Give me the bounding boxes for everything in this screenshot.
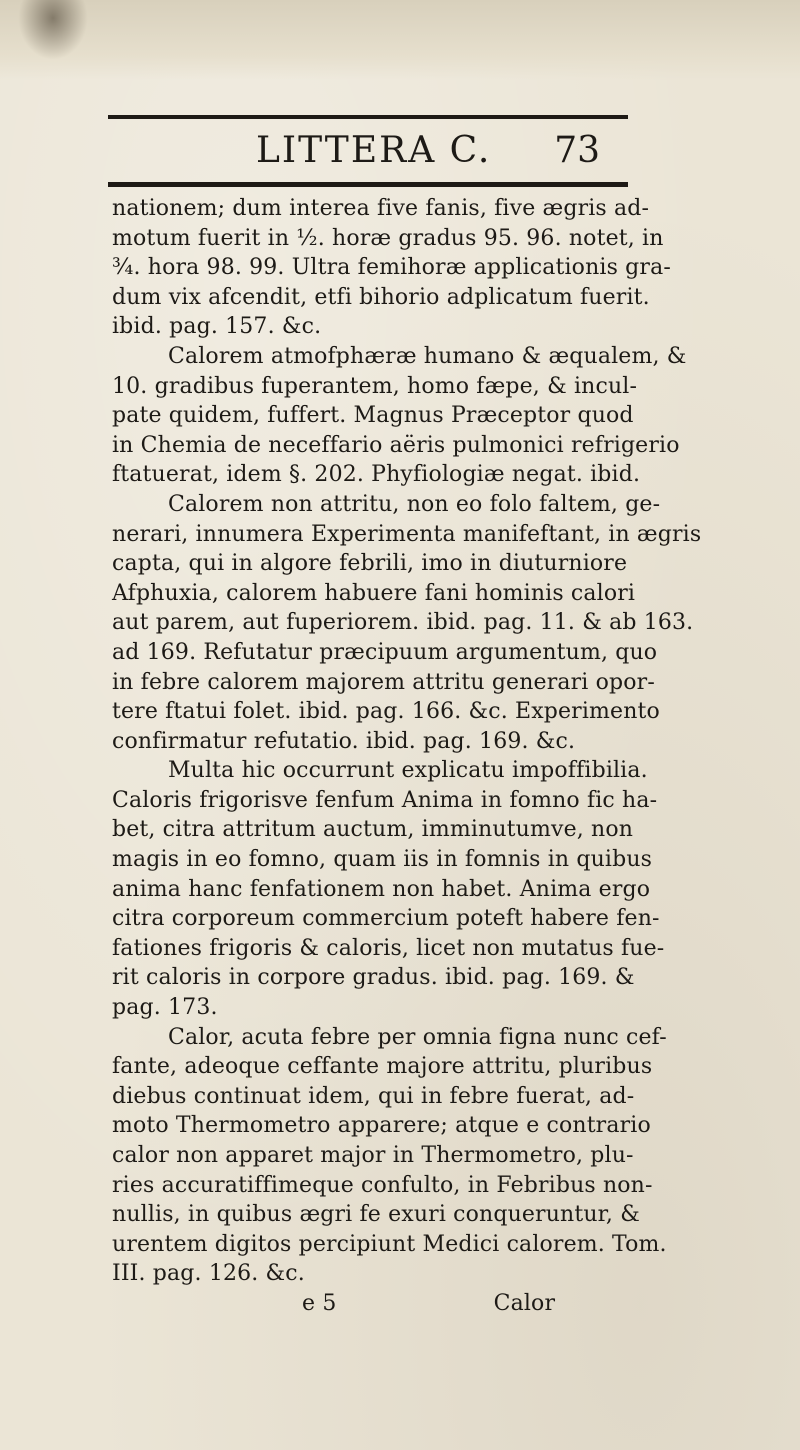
text-line: diebus continuat idem, qui in febre fuerat, ad- <box>112 1083 635 1109</box>
text-line: capta, qui in algore febrili, imo in diuturniore <box>112 551 628 577</box>
text-line: nationem; dum interea five fanis, five ægris ad- <box>112 196 650 221</box>
paragraph-start-line: Calorem non attritu, non eo folo faltem, ge- <box>168 491 661 517</box>
text-line: ¾. hora 98. 99. Ultra femihoræ applicationis gra- <box>112 255 671 281</box>
page-number: 73 <box>554 130 600 171</box>
text-line: Caloris frigorisve fenfum Anima in fomno fic ha- <box>112 787 658 813</box>
text-line: urentem digitos percipiunt Medici calorem. Tom. <box>112 1231 667 1257</box>
text-line: III. pag. 126. &c. <box>112 1261 305 1287</box>
text-line: motum fuerit in ½. horæ gradus 95. 96. notet, in <box>112 225 664 251</box>
header-rule-top <box>108 115 628 119</box>
text-line: 10. gradibus fuperantem, homo fæpe, & incul- <box>112 373 638 399</box>
text-line: tere ftatui folet. ibid. pag. 166. &c. Experimento <box>112 699 660 725</box>
text-line: magis in eo fomno, quam iis in fomnis in quibus <box>112 847 653 873</box>
text-line: moto Thermometro apparere; atque e contrario <box>112 1113 651 1139</box>
text-line: ibid. pag. 157. &c. <box>112 314 322 340</box>
text-line: dum vix afcendit, etfi bihorio adplicatum fuerit. <box>112 284 650 310</box>
text-line: bet, citra attritum auctum, imminutumve, non <box>112 817 634 843</box>
paragraph-start-line: Calorem atmofphæræ humano & æqualem, & <box>168 343 687 369</box>
text-line: calor non apparet major in Thermometro, plu- <box>112 1143 634 1168</box>
page-header <box>108 120 628 180</box>
text-line: nullis, in quibus ægri fe exuri conqueruntur, & <box>112 1202 640 1228</box>
page-top-margin <box>0 0 800 80</box>
running-title: LITTERA C. <box>256 130 492 171</box>
text-line: in Chemia de neceffario aëris pulmonici refrigerio <box>112 432 680 458</box>
signature-mark: e 5 <box>302 1290 337 1316</box>
text-line: fante, adeoque ceffante majore attritu, pluribus <box>112 1054 653 1080</box>
paragraph-start-line: Calor, acuta febre per omnia figna nunc cef- <box>168 1024 667 1050</box>
catchword: Calor <box>493 1290 556 1316</box>
page-footer <box>112 1289 632 1319</box>
text-line: citra corporeum commercium poteft habere fen- <box>112 906 660 932</box>
text-line: nerari, innumera Experimenta manifeftant, in ægris <box>112 521 702 547</box>
text-line: rit caloris in corpore gradus. ibid. pag. 169. & <box>112 965 635 991</box>
text-line: in febre calorem majorem attritu generari opor- <box>112 669 655 695</box>
text-line: ries accuratiffimeque confulto, in Febribus non- <box>112 1172 653 1198</box>
text-line: ad 169. Refutatur præcipuum argumentum, quo <box>112 639 658 665</box>
text-line: aut parem, aut fuperiorem. ibid. pag. 11. & ab 163. <box>112 610 694 636</box>
text-line: pate quidem, fuffert. Magnus Præceptor quod <box>112 403 634 429</box>
text-line: pag. 173. <box>112 995 218 1021</box>
text-line: anima hanc fenfationem non habet. Anima ergo <box>112 876 651 902</box>
text-line: Afphuxia, calorem habuere fani hominis calori <box>112 580 636 606</box>
text-line: ftatuerat, idem §. 202. Phyfiologiæ negat. ibid. <box>112 462 641 488</box>
header-rule-bottom <box>108 182 628 187</box>
body-text <box>112 194 702 1319</box>
paragraph-start-line: Multa hic occurrunt explicatu impoffibilia. <box>168 758 648 784</box>
ink-smudge <box>18 0 88 60</box>
text-line: fationes frigoris & caloris, licet non mutatus fue- <box>112 935 665 961</box>
text-line: confirmatur refutatio. ibid. pag. 169. &c. <box>112 728 576 754</box>
